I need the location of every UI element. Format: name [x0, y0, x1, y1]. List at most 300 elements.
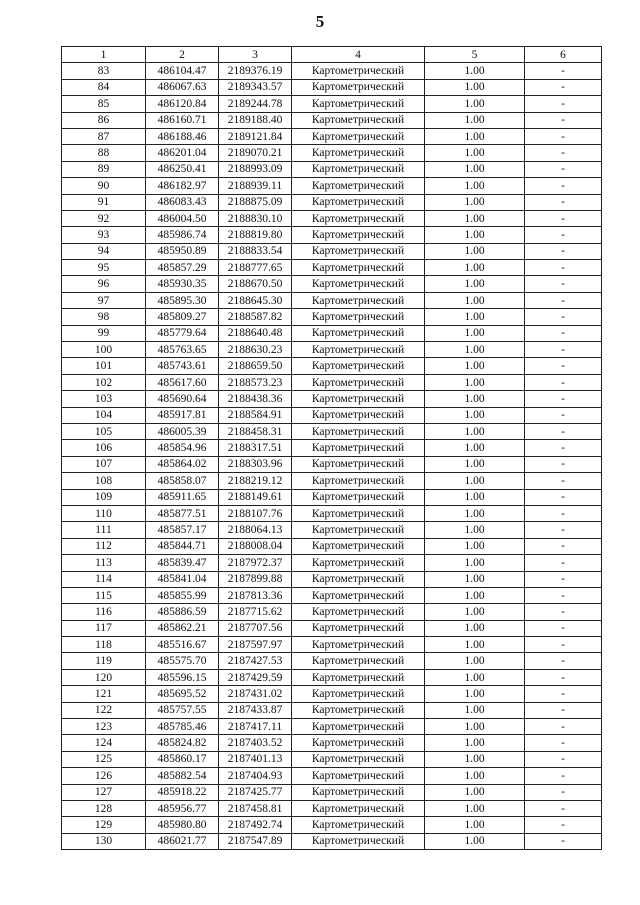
description-cell: -	[525, 358, 602, 374]
table-row	[62, 669, 602, 685]
y-coordinate-cell: 2189121.84	[219, 128, 292, 144]
y-coordinate-cell: 2187404.93	[219, 768, 292, 784]
point-number-cell: 85	[62, 96, 146, 112]
y-coordinate-cell: 2188107.76	[219, 505, 292, 521]
description-cell: -	[525, 817, 602, 833]
accuracy-cell: 1.00	[425, 833, 525, 849]
accuracy-cell: 1.00	[425, 374, 525, 390]
point-number-cell: 111	[62, 522, 146, 538]
x-coordinate-cell: 485763.65	[146, 342, 219, 358]
point-number-cell: 116	[62, 604, 146, 620]
method-cell: Картометрический	[292, 128, 425, 144]
point-number-cell: 103	[62, 391, 146, 407]
method-cell: Картометрический	[292, 800, 425, 816]
y-coordinate-cell: 2187403.52	[219, 735, 292, 751]
table-row	[62, 489, 602, 505]
method-cell: Картометрический	[292, 817, 425, 833]
description-cell: -	[525, 178, 602, 194]
y-coordinate-cell: 2188993.09	[219, 161, 292, 177]
method-cell: Картометрический	[292, 276, 425, 292]
x-coordinate-cell: 486004.50	[146, 210, 219, 226]
x-coordinate-cell: 485757.55	[146, 702, 219, 718]
method-cell: Картометрический	[292, 555, 425, 571]
x-coordinate-cell: 485690.64	[146, 391, 219, 407]
column-header-1: 1	[62, 47, 146, 63]
y-coordinate-cell: 2188640.48	[219, 325, 292, 341]
x-coordinate-cell: 485986.74	[146, 227, 219, 243]
method-cell: Картометрический	[292, 522, 425, 538]
accuracy-cell: 1.00	[425, 325, 525, 341]
method-cell: Картометрический	[292, 637, 425, 653]
accuracy-cell: 1.00	[425, 309, 525, 325]
point-number-cell: 113	[62, 555, 146, 571]
x-coordinate-cell: 485617.60	[146, 374, 219, 390]
x-coordinate-cell: 485839.47	[146, 555, 219, 571]
x-coordinate-cell: 486067.63	[146, 79, 219, 95]
accuracy-cell: 1.00	[425, 522, 525, 538]
point-number-cell: 86	[62, 112, 146, 128]
accuracy-cell: 1.00	[425, 145, 525, 161]
table-row	[62, 128, 602, 144]
method-cell: Картометрический	[292, 194, 425, 210]
x-coordinate-cell: 485956.77	[146, 800, 219, 816]
point-number-cell: 109	[62, 489, 146, 505]
table-row	[62, 620, 602, 636]
point-number-cell: 95	[62, 260, 146, 276]
y-coordinate-cell: 2188064.13	[219, 522, 292, 538]
accuracy-cell: 1.00	[425, 260, 525, 276]
x-coordinate-cell: 485895.30	[146, 292, 219, 308]
method-cell: Картометрический	[292, 440, 425, 456]
method-cell: Картометрический	[292, 145, 425, 161]
point-number-cell: 90	[62, 178, 146, 194]
point-number-cell: 121	[62, 686, 146, 702]
table-row	[62, 686, 602, 702]
table-row	[62, 653, 602, 669]
y-coordinate-cell: 2189343.57	[219, 79, 292, 95]
accuracy-cell: 1.00	[425, 112, 525, 128]
x-coordinate-cell: 486182.97	[146, 178, 219, 194]
method-cell: Картометрический	[292, 604, 425, 620]
description-cell: -	[525, 735, 602, 751]
y-coordinate-cell: 2188659.50	[219, 358, 292, 374]
table-row	[62, 325, 602, 341]
table-row	[62, 161, 602, 177]
accuracy-cell: 1.00	[425, 751, 525, 767]
y-coordinate-cell: 2188008.04	[219, 538, 292, 554]
y-coordinate-cell: 2187429.59	[219, 669, 292, 685]
description-cell: -	[525, 653, 602, 669]
x-coordinate-cell: 486160.71	[146, 112, 219, 128]
x-coordinate-cell: 486005.39	[146, 423, 219, 439]
x-coordinate-cell: 485743.61	[146, 358, 219, 374]
column-header-6: 6	[525, 47, 602, 63]
x-coordinate-cell: 486188.46	[146, 128, 219, 144]
x-coordinate-cell: 485695.52	[146, 686, 219, 702]
table-row	[62, 260, 602, 276]
description-cell: -	[525, 407, 602, 423]
point-number-cell: 125	[62, 751, 146, 767]
point-number-cell: 88	[62, 145, 146, 161]
accuracy-cell: 1.00	[425, 63, 525, 79]
x-coordinate-cell: 485930.35	[146, 276, 219, 292]
method-cell: Картометрический	[292, 112, 425, 128]
accuracy-cell: 1.00	[425, 604, 525, 620]
coordinates-table	[61, 46, 602, 850]
method-cell: Картометрический	[292, 456, 425, 472]
description-cell: -	[525, 751, 602, 767]
y-coordinate-cell: 2187425.77	[219, 784, 292, 800]
accuracy-cell: 1.00	[425, 637, 525, 653]
table-row	[62, 538, 602, 554]
accuracy-cell: 1.00	[425, 407, 525, 423]
x-coordinate-cell: 486104.47	[146, 63, 219, 79]
y-coordinate-cell: 2188587.82	[219, 309, 292, 325]
x-coordinate-cell: 486201.04	[146, 145, 219, 161]
table-row	[62, 194, 602, 210]
accuracy-cell: 1.00	[425, 768, 525, 784]
accuracy-cell: 1.00	[425, 817, 525, 833]
description-cell: -	[525, 145, 602, 161]
point-number-cell: 119	[62, 653, 146, 669]
table-row	[62, 391, 602, 407]
y-coordinate-cell: 2187431.02	[219, 686, 292, 702]
table-row	[62, 227, 602, 243]
accuracy-cell: 1.00	[425, 227, 525, 243]
x-coordinate-cell: 486021.77	[146, 833, 219, 849]
table-row	[62, 587, 602, 603]
y-coordinate-cell: 2187597.97	[219, 637, 292, 653]
description-cell: -	[525, 79, 602, 95]
y-coordinate-cell: 2187458.81	[219, 800, 292, 816]
y-coordinate-cell: 2188584.91	[219, 407, 292, 423]
table-row	[62, 505, 602, 521]
x-coordinate-cell: 485785.46	[146, 719, 219, 735]
accuracy-cell: 1.00	[425, 96, 525, 112]
point-number-cell: 130	[62, 833, 146, 849]
table-row	[62, 817, 602, 833]
point-number-cell: 128	[62, 800, 146, 816]
table-row	[62, 145, 602, 161]
method-cell: Картометрический	[292, 669, 425, 685]
point-number-cell: 107	[62, 456, 146, 472]
method-cell: Картометрический	[292, 210, 425, 226]
table-row	[62, 637, 602, 653]
x-coordinate-cell: 485857.29	[146, 260, 219, 276]
accuracy-cell: 1.00	[425, 686, 525, 702]
point-number-cell: 106	[62, 440, 146, 456]
description-cell: -	[525, 473, 602, 489]
point-number-cell: 93	[62, 227, 146, 243]
method-cell: Картометрический	[292, 489, 425, 505]
method-cell: Картометрический	[292, 473, 425, 489]
y-coordinate-cell: 2187401.13	[219, 751, 292, 767]
x-coordinate-cell: 485854.96	[146, 440, 219, 456]
point-number-cell: 92	[62, 210, 146, 226]
description-cell: -	[525, 522, 602, 538]
method-cell: Картометрический	[292, 538, 425, 554]
method-cell: Картометрический	[292, 342, 425, 358]
method-cell: Картометрический	[292, 79, 425, 95]
accuracy-cell: 1.00	[425, 719, 525, 735]
description-cell: -	[525, 227, 602, 243]
table-row	[62, 79, 602, 95]
point-number-cell: 124	[62, 735, 146, 751]
y-coordinate-cell: 2187547.89	[219, 833, 292, 849]
table-row	[62, 276, 602, 292]
point-number-cell: 110	[62, 505, 146, 521]
method-cell: Картометрический	[292, 374, 425, 390]
description-cell: -	[525, 194, 602, 210]
method-cell: Картометрический	[292, 260, 425, 276]
column-header-2: 2	[146, 47, 219, 63]
description-cell: -	[525, 604, 602, 620]
accuracy-cell: 1.00	[425, 669, 525, 685]
x-coordinate-cell: 485809.27	[146, 309, 219, 325]
description-cell: -	[525, 391, 602, 407]
x-coordinate-cell: 485596.15	[146, 669, 219, 685]
table-row	[62, 800, 602, 816]
table-row	[62, 210, 602, 226]
y-coordinate-cell: 2188630.23	[219, 342, 292, 358]
method-cell: Картометрический	[292, 620, 425, 636]
accuracy-cell: 1.00	[425, 620, 525, 636]
y-coordinate-cell: 2187492.74	[219, 817, 292, 833]
y-coordinate-cell: 2189376.19	[219, 63, 292, 79]
description-cell: -	[525, 128, 602, 144]
point-number-cell: 120	[62, 669, 146, 685]
description-cell: -	[525, 456, 602, 472]
x-coordinate-cell: 485841.04	[146, 571, 219, 587]
table-row	[62, 178, 602, 194]
description-cell: -	[525, 538, 602, 554]
table-row	[62, 702, 602, 718]
table-row	[62, 768, 602, 784]
accuracy-cell: 1.00	[425, 440, 525, 456]
method-cell: Картометрический	[292, 505, 425, 521]
x-coordinate-cell: 485918.22	[146, 784, 219, 800]
x-coordinate-cell: 485855.99	[146, 587, 219, 603]
point-number-cell: 104	[62, 407, 146, 423]
description-cell: -	[525, 571, 602, 587]
x-coordinate-cell: 485864.02	[146, 456, 219, 472]
description-cell: -	[525, 96, 602, 112]
x-coordinate-cell: 485980.80	[146, 817, 219, 833]
y-coordinate-cell: 2188777.65	[219, 260, 292, 276]
accuracy-cell: 1.00	[425, 161, 525, 177]
y-coordinate-cell: 2188219.12	[219, 473, 292, 489]
method-cell: Картометрический	[292, 292, 425, 308]
y-coordinate-cell: 2188303.96	[219, 456, 292, 472]
x-coordinate-cell: 485779.64	[146, 325, 219, 341]
method-cell: Картометрический	[292, 358, 425, 374]
method-cell: Картометрический	[292, 423, 425, 439]
y-coordinate-cell: 2188875.09	[219, 194, 292, 210]
x-coordinate-cell: 485575.70	[146, 653, 219, 669]
y-coordinate-cell: 2188438.36	[219, 391, 292, 407]
description-cell: -	[525, 210, 602, 226]
accuracy-cell: 1.00	[425, 555, 525, 571]
y-coordinate-cell: 2189244.78	[219, 96, 292, 112]
description-cell: -	[525, 620, 602, 636]
accuracy-cell: 1.00	[425, 456, 525, 472]
table-row	[62, 374, 602, 390]
table-row	[62, 604, 602, 620]
y-coordinate-cell: 2187707.56	[219, 620, 292, 636]
accuracy-cell: 1.00	[425, 276, 525, 292]
method-cell: Картометрический	[292, 63, 425, 79]
description-cell: -	[525, 719, 602, 735]
table-row	[62, 522, 602, 538]
point-number-cell: 94	[62, 243, 146, 259]
description-cell: -	[525, 505, 602, 521]
method-cell: Картометрический	[292, 686, 425, 702]
method-cell: Картометрический	[292, 719, 425, 735]
point-number-cell: 122	[62, 702, 146, 718]
table-row	[62, 63, 602, 79]
table-row	[62, 555, 602, 571]
description-cell: -	[525, 342, 602, 358]
description-cell: -	[525, 800, 602, 816]
y-coordinate-cell: 2188149.61	[219, 489, 292, 505]
y-coordinate-cell: 2187813.36	[219, 587, 292, 603]
accuracy-cell: 1.00	[425, 423, 525, 439]
method-cell: Картометрический	[292, 735, 425, 751]
table-row	[62, 243, 602, 259]
accuracy-cell: 1.00	[425, 800, 525, 816]
point-number-cell: 123	[62, 719, 146, 735]
point-number-cell: 91	[62, 194, 146, 210]
point-number-cell: 101	[62, 358, 146, 374]
description-cell: -	[525, 669, 602, 685]
table-row	[62, 735, 602, 751]
description-cell: -	[525, 784, 602, 800]
point-number-cell: 100	[62, 342, 146, 358]
description-cell: -	[525, 63, 602, 79]
table-row	[62, 407, 602, 423]
accuracy-cell: 1.00	[425, 473, 525, 489]
accuracy-cell: 1.00	[425, 342, 525, 358]
y-coordinate-cell: 2187715.62	[219, 604, 292, 620]
y-coordinate-cell: 2188317.51	[219, 440, 292, 456]
method-cell: Картометрический	[292, 161, 425, 177]
method-cell: Картометрический	[292, 96, 425, 112]
description-cell: -	[525, 833, 602, 849]
y-coordinate-cell: 2187972.37	[219, 555, 292, 571]
method-cell: Картометрический	[292, 309, 425, 325]
table-row	[62, 833, 602, 849]
table-row	[62, 719, 602, 735]
table-row	[62, 456, 602, 472]
accuracy-cell: 1.00	[425, 571, 525, 587]
description-cell: -	[525, 276, 602, 292]
description-cell: -	[525, 112, 602, 128]
x-coordinate-cell: 486120.84	[146, 96, 219, 112]
column-header-4: 4	[292, 47, 425, 63]
accuracy-cell: 1.00	[425, 243, 525, 259]
accuracy-cell: 1.00	[425, 194, 525, 210]
method-cell: Картометрический	[292, 243, 425, 259]
point-number-cell: 98	[62, 309, 146, 325]
accuracy-cell: 1.00	[425, 784, 525, 800]
method-cell: Картометрический	[292, 784, 425, 800]
method-cell: Картометрический	[292, 702, 425, 718]
point-number-cell: 96	[62, 276, 146, 292]
accuracy-cell: 1.00	[425, 538, 525, 554]
table-row	[62, 292, 602, 308]
point-number-cell: 83	[62, 63, 146, 79]
point-number-cell: 127	[62, 784, 146, 800]
description-cell: -	[525, 292, 602, 308]
table-row	[62, 571, 602, 587]
accuracy-cell: 1.00	[425, 79, 525, 95]
point-number-cell: 89	[62, 161, 146, 177]
y-coordinate-cell: 2188670.50	[219, 276, 292, 292]
point-number-cell: 112	[62, 538, 146, 554]
point-number-cell: 108	[62, 473, 146, 489]
method-cell: Картометрический	[292, 833, 425, 849]
table-row	[62, 309, 602, 325]
point-number-cell: 87	[62, 128, 146, 144]
table-row	[62, 784, 602, 800]
x-coordinate-cell: 485862.21	[146, 620, 219, 636]
point-number-cell: 105	[62, 423, 146, 439]
point-number-cell: 114	[62, 571, 146, 587]
table-row	[62, 342, 602, 358]
x-coordinate-cell: 486083.43	[146, 194, 219, 210]
method-cell: Картометрический	[292, 768, 425, 784]
method-cell: Картометрический	[292, 407, 425, 423]
point-number-cell: 129	[62, 817, 146, 833]
y-coordinate-cell: 2188573.23	[219, 374, 292, 390]
table-row	[62, 112, 602, 128]
x-coordinate-cell: 485911.65	[146, 489, 219, 505]
description-cell: -	[525, 489, 602, 505]
method-cell: Картометрический	[292, 325, 425, 341]
x-coordinate-cell: 485858.07	[146, 473, 219, 489]
x-coordinate-cell: 486250.41	[146, 161, 219, 177]
y-coordinate-cell: 2187433.87	[219, 702, 292, 718]
description-cell: -	[525, 309, 602, 325]
table-row	[62, 473, 602, 489]
accuracy-cell: 1.00	[425, 178, 525, 194]
y-coordinate-cell: 2188830.10	[219, 210, 292, 226]
point-number-cell: 84	[62, 79, 146, 95]
accuracy-cell: 1.00	[425, 587, 525, 603]
method-cell: Картометрический	[292, 751, 425, 767]
y-coordinate-cell: 2189070.21	[219, 145, 292, 161]
x-coordinate-cell: 485950.89	[146, 243, 219, 259]
point-number-cell: 115	[62, 587, 146, 603]
column-header-5: 5	[425, 47, 525, 63]
point-number-cell: 126	[62, 768, 146, 784]
y-coordinate-cell: 2187417.11	[219, 719, 292, 735]
table-body	[62, 63, 602, 850]
y-coordinate-cell: 2188458.31	[219, 423, 292, 439]
y-coordinate-cell: 2188645.30	[219, 292, 292, 308]
method-cell: Картометрический	[292, 227, 425, 243]
table-row	[62, 423, 602, 439]
point-number-cell: 102	[62, 374, 146, 390]
point-number-cell: 118	[62, 637, 146, 653]
table-row	[62, 440, 602, 456]
accuracy-cell: 1.00	[425, 653, 525, 669]
point-number-cell: 117	[62, 620, 146, 636]
description-cell: -	[525, 325, 602, 341]
y-coordinate-cell: 2188833.54	[219, 243, 292, 259]
y-coordinate-cell: 2188939.11	[219, 178, 292, 194]
x-coordinate-cell: 485516.67	[146, 637, 219, 653]
